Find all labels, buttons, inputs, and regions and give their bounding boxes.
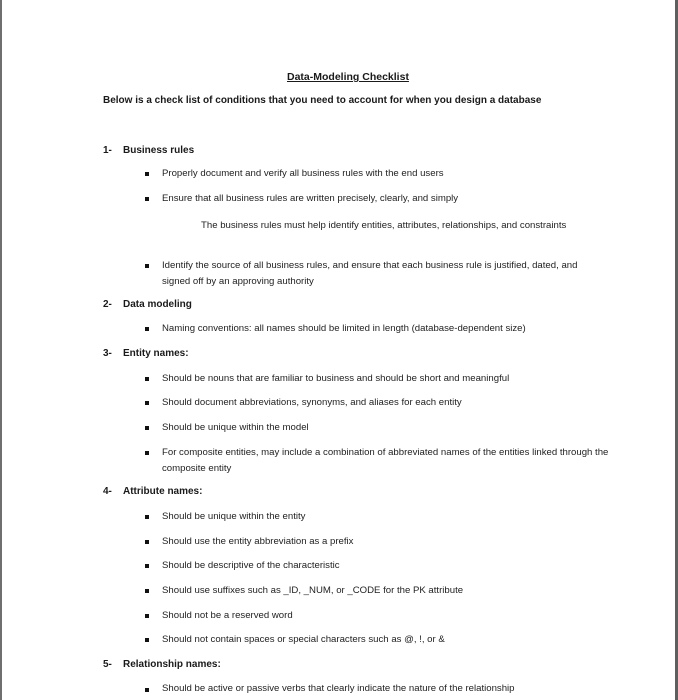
list-item: Should be descriptive of the characteristic bbox=[162, 560, 340, 571]
bullet-icon bbox=[145, 264, 149, 268]
bullet-icon bbox=[145, 377, 149, 381]
bullet-icon bbox=[145, 688, 149, 692]
list-item: Identify the source of all business rules, and ensure that each business rule is justified, dated, and signed off by an approving authority bbox=[162, 260, 578, 287]
page-edge-left bbox=[0, 0, 2, 700]
bullet-icon bbox=[145, 564, 149, 568]
section-number: 1- bbox=[103, 145, 112, 156]
list-item: Properly document and verify all business rules with the end users bbox=[162, 168, 444, 179]
bullet-icon bbox=[145, 197, 149, 201]
section-number: 5- bbox=[103, 659, 112, 670]
list-item: Should be nouns that are familiar to business and should be short and meaningful bbox=[162, 373, 510, 384]
list-item: Should be unique within the entity bbox=[162, 511, 306, 522]
list-item: Should not contain spaces or special characters such as @, !, or & bbox=[162, 634, 445, 645]
bullet-icon bbox=[145, 451, 149, 455]
bullet-icon bbox=[145, 589, 149, 593]
bullet-icon bbox=[145, 614, 149, 618]
section-number: 3- bbox=[103, 348, 112, 359]
document-title: Data-Modeling Checklist bbox=[287, 71, 409, 83]
bullet-icon bbox=[145, 401, 149, 405]
bullet-icon bbox=[145, 426, 149, 430]
list-sub-item: The business rules must help identify entities, attributes, relationships, and constraints bbox=[201, 220, 567, 231]
list-item: Naming conventions: all names should be limited in length (database-dependent size) bbox=[162, 323, 526, 334]
list-item: Should not be a reserved word bbox=[162, 610, 293, 621]
section-number: 2- bbox=[103, 299, 112, 310]
bullet-icon bbox=[145, 515, 149, 519]
list-item: Should use the entity abbreviation as a prefix bbox=[162, 536, 354, 547]
list-item: Should document abbreviations, synonyms, and aliases for each entity bbox=[162, 397, 462, 408]
section-heading: Data modeling bbox=[123, 299, 192, 310]
bullet-icon bbox=[145, 638, 149, 642]
bullet-icon bbox=[145, 172, 149, 176]
section-number: 4- bbox=[103, 486, 112, 497]
bullet-icon bbox=[145, 540, 149, 544]
bullet-icon bbox=[145, 327, 149, 331]
section-heading: Entity names: bbox=[123, 348, 189, 359]
list-item: For composite entities, may include a combination of abbreviated names of the entities linked through the composite entity bbox=[162, 447, 609, 474]
section-heading: Business rules bbox=[123, 145, 195, 156]
list-item: Should be active or passive verbs that clearly indicate the nature of the relationship bbox=[162, 683, 515, 694]
section-heading: Attribute names: bbox=[123, 486, 203, 497]
section-heading: Relationship names: bbox=[123, 659, 221, 670]
list-item: Ensure that all business rules are written precisely, clearly, and simply bbox=[162, 193, 459, 204]
list-item: Should use suffixes such as _ID, _NUM, or _CODE for the PK attribute bbox=[162, 585, 464, 596]
list-item: Should be unique within the model bbox=[162, 422, 309, 433]
intro-text: Below is a check list of conditions that you need to account for when you design a database bbox=[103, 95, 542, 106]
